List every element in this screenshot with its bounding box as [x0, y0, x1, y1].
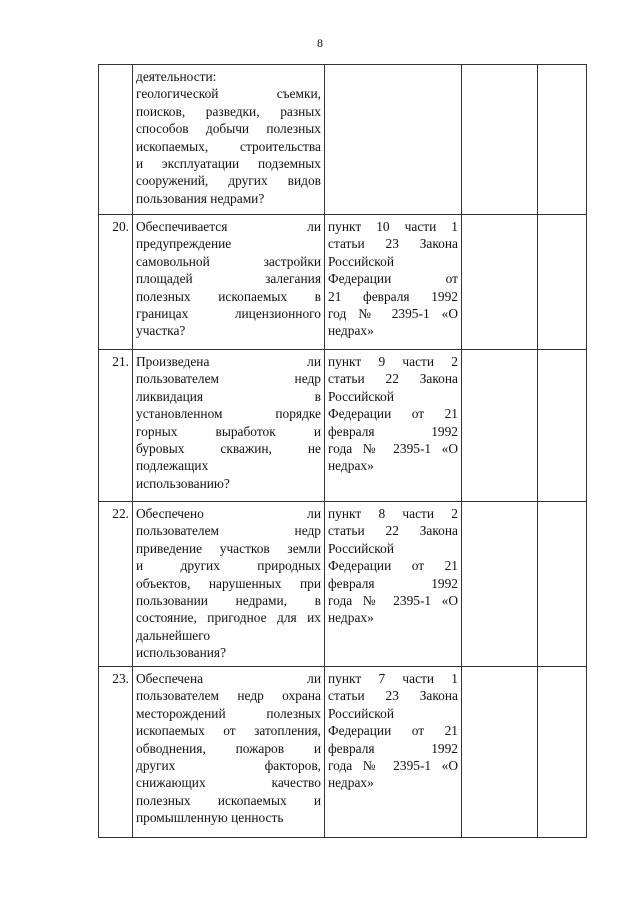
text-line: 21 февраля 1992 [328, 288, 458, 304]
text-line: пункт 8 части 2 [328, 506, 458, 521]
text-line: использования? [136, 645, 227, 661]
question-cell [133, 350, 325, 502]
text-line: Российской [328, 388, 394, 404]
answer-cell-a [462, 667, 538, 838]
text-line: пользовании недрами, в [136, 593, 321, 609]
text-line: Федерации от 21 [328, 723, 458, 739]
text-line: год № 2395-1 «О [328, 306, 458, 322]
text-line: статьи 23 Закона [328, 236, 458, 252]
text-line: Российской [328, 540, 394, 556]
text-line: приведение участков земли [136, 540, 321, 556]
answer-cell-a [462, 215, 538, 350]
text-line: подлежащих [136, 458, 209, 474]
text-line: недрах» [328, 610, 374, 626]
text-line: деятельности: [136, 69, 217, 84]
text-line: установленном порядке [136, 406, 321, 422]
text-line: Произведена ли [136, 354, 321, 369]
text-line: площадей залегания [136, 271, 321, 287]
text-line: года № 2395-1 «О [328, 758, 458, 774]
text-line: поисков, разведки, разных [136, 103, 321, 119]
text-line: самовольной застройки [136, 253, 321, 269]
text-line: пункт 9 части 2 [328, 354, 458, 369]
text-line: Российской [328, 705, 394, 721]
text-line: буровых скважин, не [136, 441, 321, 457]
answer-cell-b [538, 502, 587, 667]
question-cell [133, 215, 325, 350]
text-line: Российской [328, 253, 394, 269]
legal-reference-cell [325, 350, 462, 502]
legal-reference-cell [325, 502, 462, 667]
text-line: пользователем недр охрана [136, 688, 321, 704]
text-line: недрах» [328, 458, 374, 474]
text-line: Обеспечивается ли [136, 219, 321, 234]
text-line: пользователем недр [136, 371, 321, 387]
table-row [99, 350, 587, 502]
legal-reference-cell [325, 65, 462, 215]
text-line: горных выработок и [136, 423, 321, 439]
text-line: Федерации от [328, 271, 458, 287]
question-cell [133, 65, 325, 215]
text-line: сооружений, других видов [136, 173, 321, 189]
text-line: геологической съемки, [136, 86, 321, 102]
text-line: Обеспечено ли [136, 506, 321, 521]
text-line: пользования недрами? [136, 190, 265, 206]
text-line: статьи 22 Закона [328, 371, 458, 387]
row-number: 21. [99, 350, 133, 502]
text-line: пункт 10 части 1 [328, 219, 458, 234]
text-line: других факторов, [136, 758, 321, 774]
answer-cell-a [462, 502, 538, 667]
text-line: промышленную ценность [136, 810, 284, 826]
question-cell [133, 667, 325, 838]
table-row [99, 667, 587, 838]
text-line: февраля 1992 [328, 740, 458, 756]
answer-cell-b [538, 215, 587, 350]
text-line: способов добычи полезных [136, 121, 321, 137]
legal-reference-cell [325, 667, 462, 838]
text-line: Федерации от 21 [328, 558, 458, 574]
text-line: статьи 22 Закона [328, 523, 458, 539]
text-line: ископаемых, строительства [136, 138, 321, 154]
table-row [99, 65, 587, 215]
text-line: месторождений полезных [136, 705, 321, 721]
text-line: снижающих качество [136, 775, 321, 791]
text-line: дальнейшего [136, 627, 211, 643]
text-line: февраля 1992 [328, 423, 458, 439]
text-line: и других природных [136, 558, 321, 574]
text-line: года № 2395-1 «О [328, 441, 458, 457]
text-line: участка? [136, 323, 186, 339]
text-line: ископаемых от затопления, [136, 723, 321, 739]
text-line: полезных ископаемых в [136, 288, 321, 304]
table-row [99, 502, 587, 667]
page-number: 8 [317, 36, 323, 50]
answer-cell-b [538, 350, 587, 502]
text-line: состояние, пригодное для их [136, 610, 321, 626]
question-cell [133, 502, 325, 667]
text-line: и эксплуатации подземных [136, 156, 321, 172]
text-line: обводнения, пожаров и [136, 740, 321, 756]
text-line: объектов, нарушенных при [136, 575, 321, 591]
text-line: недрах» [328, 775, 374, 791]
row-number: 23. [99, 667, 133, 838]
text-line: предупреждение [136, 236, 232, 252]
text-line: Федерации от 21 [328, 406, 458, 422]
row-number: 20. [99, 215, 133, 350]
answer-cell-b [538, 65, 587, 215]
legal-reference-cell [325, 215, 462, 350]
answer-cell-b [538, 667, 587, 838]
row-number: 22. [99, 502, 133, 667]
row-number [99, 65, 133, 215]
table-row [99, 215, 587, 350]
text-line: пункт 7 части 1 [328, 671, 458, 686]
text-line: полезных ископаемых и [136, 792, 321, 808]
checklist-table [98, 64, 587, 838]
text-line: года № 2395-1 «О [328, 593, 458, 609]
answer-cell-a [462, 350, 538, 502]
text-line: границах лицензионного [136, 306, 321, 322]
text-line: февраля 1992 [328, 575, 458, 591]
text-line: пользователем недр [136, 523, 321, 539]
text-line: использованию? [136, 475, 230, 491]
text-line: недрах» [328, 323, 374, 339]
text-line: статьи 23 Закона [328, 688, 458, 704]
text-line: Обеспечена ли [136, 671, 321, 686]
text-line: ликвидация в [136, 388, 321, 404]
answer-cell-a [462, 65, 538, 215]
